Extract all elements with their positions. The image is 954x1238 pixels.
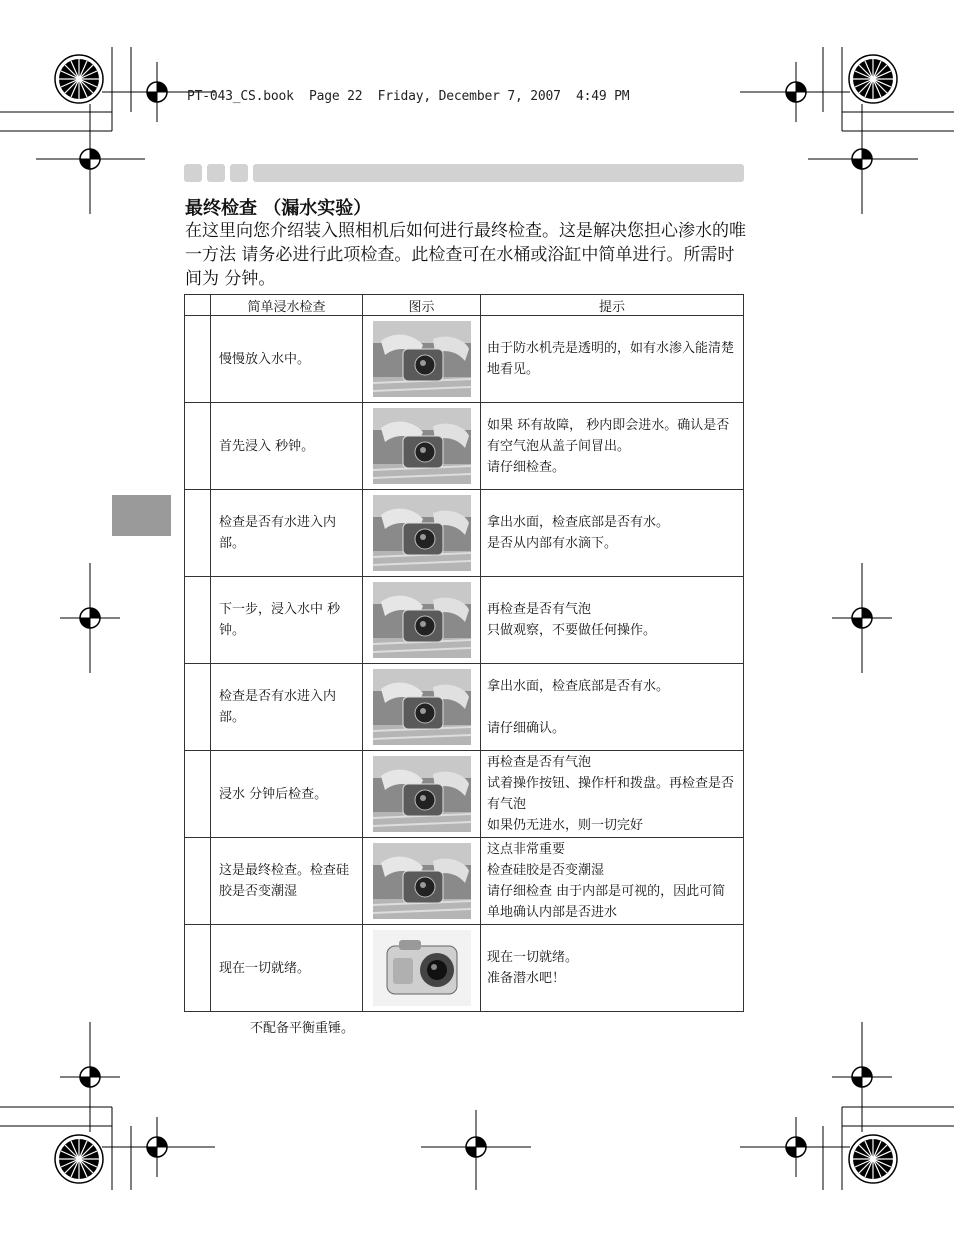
section-bar-block (207, 164, 225, 182)
step-cell: 下一步，浸入水中 秒钟。 (211, 577, 363, 664)
row-number-cell (185, 664, 211, 751)
camera-in-housing-photo (373, 756, 471, 832)
tip-line: 这点非常重要 (487, 842, 566, 857)
image-cell (363, 838, 481, 925)
step-cell: 检查是否有水进入内部。 (211, 490, 363, 577)
tip-cell (481, 490, 744, 577)
column-header-image: 图示 (363, 295, 481, 316)
tip-cell (481, 664, 744, 751)
step-cell: 慢慢放入水中。 (211, 316, 363, 403)
camera-in-housing-photo (373, 669, 471, 745)
image-cell (363, 490, 481, 577)
step-cell: 这是最终检查。检查硅胶是否变潮湿 (211, 838, 363, 925)
step-cell: 现在一切就绪。 (211, 925, 363, 1012)
table-row (185, 577, 744, 664)
image-cell (363, 403, 481, 490)
table-header-row (185, 295, 744, 316)
column-header-check: 简单浸水检查 (211, 295, 363, 316)
table-row (185, 490, 744, 577)
table-row (185, 925, 744, 1012)
camera-in-housing-photo (373, 843, 471, 919)
camera-in-housing-photo (373, 582, 471, 658)
tip-cell (481, 925, 744, 1012)
print-header: PT-043_CS.book Page 22 Friday, December 7, 2007 4:49 PM (187, 89, 630, 104)
tip-line: 请仔细确认。 (487, 720, 566, 736)
row-number-cell (185, 838, 211, 925)
step-cell: 检查是否有水进入内部。 (211, 664, 363, 751)
image-cell (363, 925, 481, 1012)
table-row (185, 751, 744, 838)
tip-cell (481, 403, 744, 490)
row-number-cell (185, 751, 211, 838)
row-number-cell (185, 925, 211, 1012)
tip-line: 请仔细检查。 (487, 459, 566, 475)
step-cell: 浸水 分钟后检查。 (211, 751, 363, 838)
section-header-bar (184, 164, 744, 182)
table-row (185, 664, 744, 751)
chapter-side-tab (112, 495, 171, 536)
tip-line: 准备潜水吧！ (487, 971, 566, 986)
tip-line: 由于防水机壳是透明的，如有水渗入能清楚地看见。 (487, 341, 735, 377)
tip-line: 再检查是否有气泡 (487, 602, 592, 617)
tip-line: 如果 环有故障， 秒内即会进水。确认是否有空气泡从盖子间冒出。 (487, 417, 730, 454)
step-cell: 首先浸入 秒钟。 (211, 403, 363, 490)
tip-cell (481, 577, 744, 664)
section-bar-strip (253, 164, 744, 182)
row-number-cell (185, 316, 211, 403)
tip-line: 检查硅胶是否变潮湿 (487, 863, 605, 878)
tip-line: 拿出水面，检查底部是否有水。 (487, 515, 670, 530)
section-title: 最终检查 （漏水实验） (185, 198, 372, 219)
table-row (185, 403, 744, 490)
table-row (185, 316, 744, 403)
housed-camera-photo (373, 930, 471, 1006)
tip-line (487, 697, 737, 718)
image-cell (363, 751, 481, 838)
tip-cell (481, 751, 744, 838)
tip-line: 现在一切就绪。 (487, 950, 579, 965)
column-header-number (185, 295, 211, 316)
image-cell (363, 316, 481, 403)
tip-line: 只做观察，不要做任何操作。 (487, 623, 657, 638)
tip-line: 请仔细检查 由于内部是可视的，因此可简单地确认内部是否进水 (487, 884, 726, 920)
tip-line: 是否从内部有水滴下。 (487, 536, 618, 551)
row-number-cell (185, 577, 211, 664)
camera-in-housing-photo (373, 321, 471, 397)
camera-in-housing-photo (373, 495, 471, 571)
section-bar-block (184, 164, 202, 182)
tip-cell (481, 316, 744, 403)
intro-paragraph: 在这里向您介绍装入照相机后如何进行最终检查。这是解决您担心渗水的唯一方法 请务必进行此项检查。此检查可在水桶或浴缸中简单进行。所需时间为 分钟。 (185, 221, 746, 289)
tip-cell (481, 838, 744, 925)
table-row (185, 838, 744, 925)
footnote: 不配备平衡重锤。 (250, 1021, 355, 1036)
row-number-cell (185, 490, 211, 577)
section-bar-block (230, 164, 248, 182)
tip-line: 试着操作按钮、操作杆和拨盘。再检查是否有气泡 (487, 776, 735, 812)
column-header-tips: 提示 (481, 295, 744, 316)
image-cell (363, 577, 481, 664)
leak-test-table (184, 294, 744, 1012)
image-cell (363, 664, 481, 751)
row-number-cell (185, 403, 211, 490)
tip-line: 再检查是否有气泡 (487, 755, 592, 770)
tip-line: 拿出水面，检查底部是否有水。 (487, 678, 670, 694)
camera-in-housing-photo (373, 408, 471, 484)
tip-line: 如果仍无进水，则一切完好 (487, 818, 644, 833)
